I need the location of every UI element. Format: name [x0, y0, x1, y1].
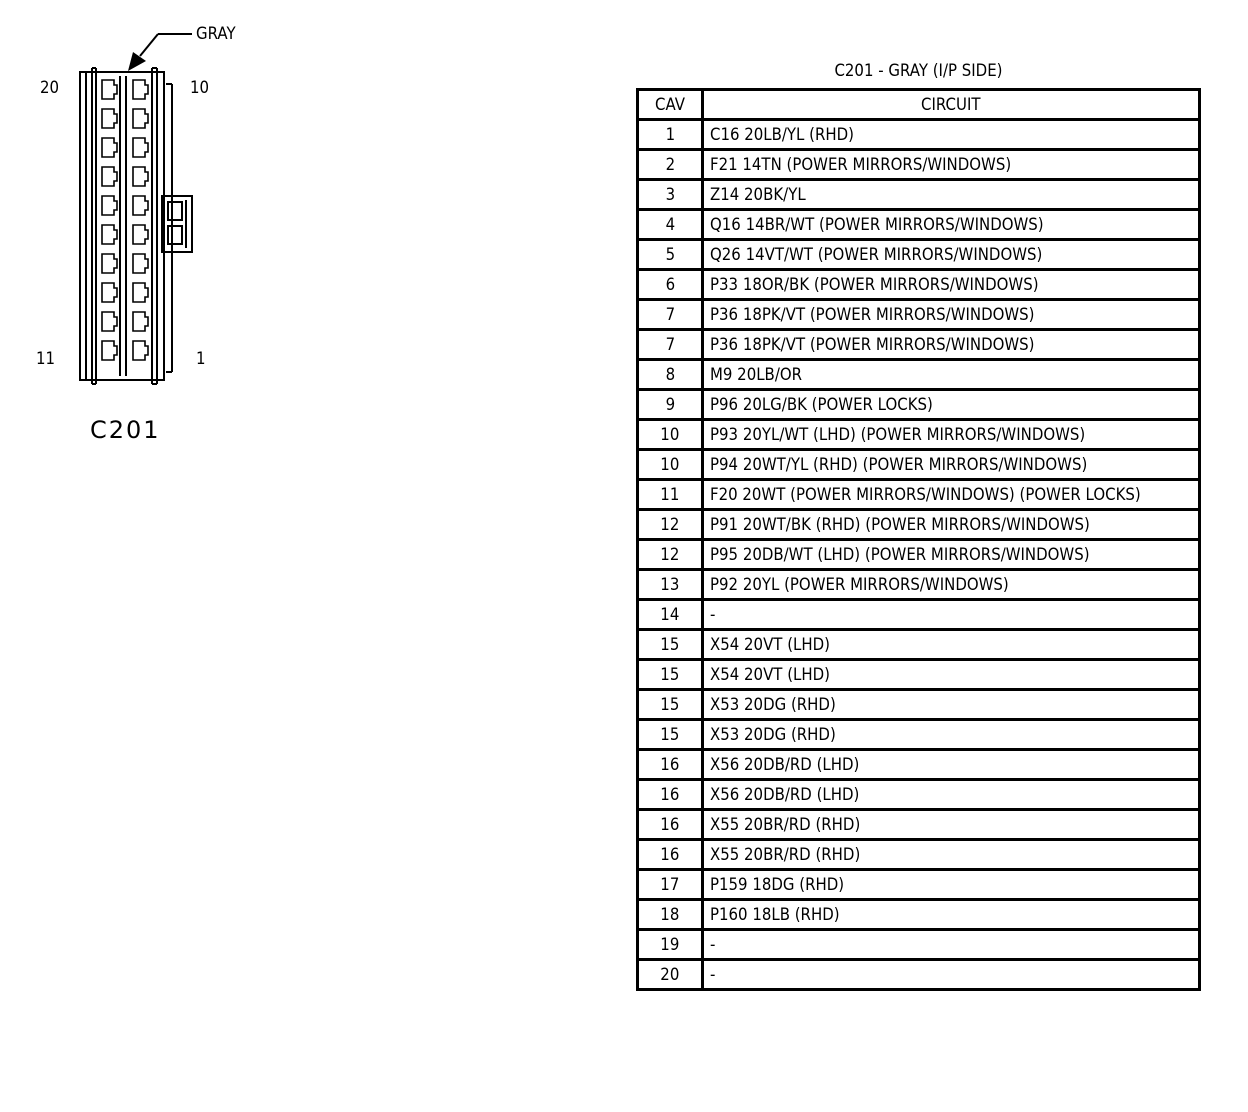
table-row [638, 780, 1200, 810]
cav-cell: 10 [638, 450, 703, 480]
circuit-cell: P160 18LB (RHD) [703, 900, 1200, 930]
table-row [638, 210, 1200, 240]
cav-cell: 3 [638, 180, 703, 210]
terminal-cavity [102, 225, 117, 244]
cav-cell: 20 [638, 960, 703, 990]
terminal-cavity [102, 341, 117, 360]
terminal-cavity [102, 80, 117, 99]
pin-label-top-right: 10 [190, 78, 210, 98]
cav-cell: 13 [638, 570, 703, 600]
circuit-cell: P33 18OR/BK (POWER MIRRORS/WINDOWS) [703, 270, 1200, 300]
table-row [638, 600, 1200, 630]
table-row [638, 390, 1200, 420]
circuit-cell: Z14 20BK/YL [703, 180, 1200, 210]
table-row [638, 810, 1200, 840]
circuit-cell: X55 20BR/RD (RHD) [703, 840, 1200, 870]
cav-cell: 7 [638, 330, 703, 360]
cav-cell: 16 [638, 750, 703, 780]
callout-arrowhead [128, 52, 146, 71]
circuit-cell: X53 20DG (RHD) [703, 690, 1200, 720]
cav-cell: 8 [638, 360, 703, 390]
table-row [638, 180, 1200, 210]
cav-cell: 16 [638, 780, 703, 810]
circuit-cell: - [703, 600, 1200, 630]
table-row [638, 120, 1200, 150]
table-row [638, 630, 1200, 660]
table-row [638, 870, 1200, 900]
pinout-table [636, 88, 1201, 991]
circuit-cell: X56 20DB/RD (LHD) [703, 750, 1200, 780]
pin-label-bottom-right: 1 [196, 349, 206, 369]
cav-cell: 15 [638, 660, 703, 690]
cav-cell: 14 [638, 600, 703, 630]
terminal-cavity [133, 138, 148, 157]
circuit-cell: Q16 14BR/WT (POWER MIRRORS/WINDOWS) [703, 210, 1200, 240]
circuit-cell: - [703, 960, 1200, 990]
table-row [638, 240, 1200, 270]
circuit-cell: P93 20YL/WT (LHD) (POWER MIRRORS/WINDOWS) [703, 420, 1200, 450]
circuit-cell: P92 20YL (POWER MIRRORS/WINDOWS) [703, 570, 1200, 600]
circuit-cell: F20 20WT (POWER MIRRORS/WINDOWS) (POWER LOCKS) [703, 480, 1200, 510]
cav-cell: 4 [638, 210, 703, 240]
terminal-cavity [133, 167, 148, 186]
table-row [638, 300, 1200, 330]
circuit-cell: X54 20VT (LHD) [703, 660, 1200, 690]
callout-arrow [140, 34, 192, 56]
terminal-cavity [102, 196, 117, 215]
cav-cell: 10 [638, 420, 703, 450]
circuit-cell: P91 20WT/BK (RHD) (POWER MIRRORS/WINDOWS) [703, 510, 1200, 540]
cav-cell: 7 [638, 300, 703, 330]
terminal-cavity [133, 254, 148, 273]
table-row [638, 660, 1200, 690]
cav-cell: 18 [638, 900, 703, 930]
terminal-cavity [102, 167, 117, 186]
circuit-cell: F21 14TN (POWER MIRRORS/WINDOWS) [703, 150, 1200, 180]
table-row [638, 150, 1200, 180]
connector-drawing [0, 0, 260, 460]
terminal-cavity [102, 312, 117, 331]
cav-cell: 5 [638, 240, 703, 270]
circuit-cell: P36 18PK/VT (POWER MIRRORS/WINDOWS) [703, 330, 1200, 360]
cav-cell: 16 [638, 840, 703, 870]
circuit-cell: X54 20VT (LHD) [703, 630, 1200, 660]
table-row [638, 570, 1200, 600]
cav-cell: 12 [638, 540, 703, 570]
table-title: C201 - GRAY (I/P SIDE) [833, 61, 1003, 81]
table-row [638, 270, 1200, 300]
circuit-cell: P94 20WT/YL (RHD) (POWER MIRRORS/WINDOWS) [703, 450, 1200, 480]
table-row [638, 450, 1200, 480]
terminal-cavity [133, 80, 148, 99]
terminal-cavity [102, 283, 117, 302]
cav-cell: 15 [638, 630, 703, 660]
table-row [638, 720, 1200, 750]
header-circuit: CIRCUIT [703, 90, 1200, 120]
table-row [638, 540, 1200, 570]
table-row [638, 360, 1200, 390]
circuit-cell: Q26 14VT/WT (POWER MIRRORS/WINDOWS) [703, 240, 1200, 270]
cav-cell: 12 [638, 510, 703, 540]
pin-label-top-left: 20 [40, 78, 60, 98]
table-row [638, 840, 1200, 870]
table-row [638, 750, 1200, 780]
table-row [638, 690, 1200, 720]
terminal-cavity [102, 109, 117, 128]
circuit-cell: C16 20LB/YL (RHD) [703, 120, 1200, 150]
connector-name: C201 [90, 416, 161, 444]
cav-cell: 16 [638, 810, 703, 840]
cav-cell: 15 [638, 690, 703, 720]
circuit-cell: P95 20DB/WT (LHD) (POWER MIRRORS/WINDOWS) [703, 540, 1200, 570]
cav-cell: 9 [638, 390, 703, 420]
circuit-cell: X53 20DG (RHD) [703, 720, 1200, 750]
terminal-cavity [133, 196, 148, 215]
terminal-cavity [102, 138, 117, 157]
cav-cell: 15 [638, 720, 703, 750]
terminal-cavity [102, 254, 117, 273]
terminal-cavity [133, 312, 148, 331]
circuit-cell: M9 20LB/OR [703, 360, 1200, 390]
table-header-row [638, 90, 1200, 120]
connector-housing [80, 68, 192, 384]
circuit-cell: P36 18PK/VT (POWER MIRRORS/WINDOWS) [703, 300, 1200, 330]
color-callout-label: GRAY [196, 24, 236, 44]
cav-cell: 11 [638, 480, 703, 510]
circuit-cell: X55 20BR/RD (RHD) [703, 810, 1200, 840]
circuit-cell: X56 20DB/RD (LHD) [703, 780, 1200, 810]
circuit-cell: - [703, 930, 1200, 960]
cav-cell: 17 [638, 870, 703, 900]
terminal-cavity [133, 109, 148, 128]
pin-label-bottom-left: 11 [36, 349, 56, 369]
table-row [638, 330, 1200, 360]
table-row [638, 900, 1200, 930]
cav-cell: 6 [638, 270, 703, 300]
header-cav: CAV [638, 90, 703, 120]
cav-cell: 1 [638, 120, 703, 150]
terminal-cavity [133, 225, 148, 244]
table-row [638, 420, 1200, 450]
terminal-cavity [133, 283, 148, 302]
circuit-cell: P96 20LG/BK (POWER LOCKS) [703, 390, 1200, 420]
terminal-cavity [133, 341, 148, 360]
cav-cell: 2 [638, 150, 703, 180]
table-row [638, 960, 1200, 990]
table-row [638, 480, 1200, 510]
table-row [638, 510, 1200, 540]
cav-cell: 19 [638, 930, 703, 960]
table-row [638, 930, 1200, 960]
circuit-cell: P159 18DG (RHD) [703, 870, 1200, 900]
